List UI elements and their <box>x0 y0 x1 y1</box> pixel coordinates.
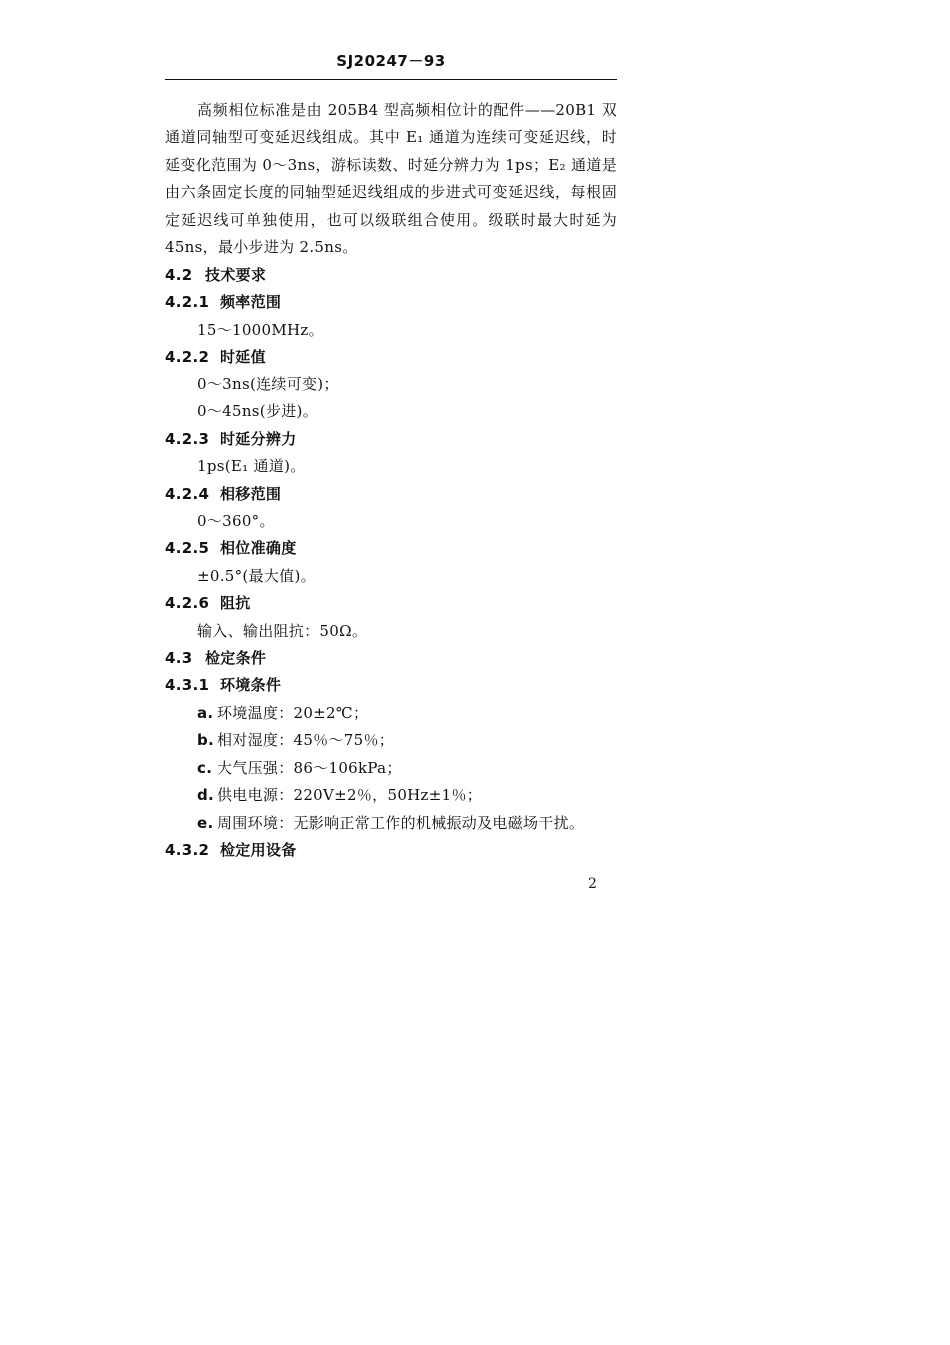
list-item-text: 大气压强：86～106kPa； <box>217 759 402 777</box>
section-title: 阻抗 <box>220 594 251 612</box>
section-title: 时延值 <box>220 348 266 366</box>
section-4-2-2-heading <box>165 346 266 368</box>
section-4-3-heading <box>165 647 266 669</box>
section-4-2-3-heading <box>165 428 297 450</box>
list-item-label: a. <box>197 704 214 722</box>
frequency-range-value: 15～1000MHz。 <box>197 321 324 339</box>
section-title: 环境条件 <box>220 676 282 694</box>
section-title: 时延分辨力 <box>220 430 297 448</box>
section-number: 4.2 <box>165 266 193 284</box>
section-4-3-1-heading <box>165 674 281 696</box>
section-4-2-1-heading <box>165 291 281 313</box>
list-item <box>197 812 584 834</box>
section-title: 相位准确度 <box>220 539 297 557</box>
page-number: 2 <box>588 876 597 892</box>
section-title: 相移范围 <box>220 485 282 503</box>
list-item <box>197 784 482 806</box>
doc-number-header: SJ20247－93 <box>336 52 446 70</box>
section-4-2-heading <box>165 264 266 286</box>
section-4-2-6-heading <box>165 592 251 614</box>
section-number: 4.2.3 <box>165 430 210 448</box>
section-number: 4.3 <box>165 649 193 667</box>
phase-shift-range-value: 0～360°。 <box>197 512 275 530</box>
list-item-text: 环境温度：20±2℃； <box>217 704 369 722</box>
list-item-label: d. <box>197 786 215 804</box>
list-item-text: 周围环境：无影响正常工作的机械振动及电磁场干扰。 <box>217 814 585 832</box>
delay-value-step: 0～45ns(步进)。 <box>197 402 318 420</box>
section-number: 4.2.2 <box>165 348 210 366</box>
list-item-text: 供电电源：220V±2％，50Hz±1％； <box>217 786 483 804</box>
section-4-2-4-heading <box>165 483 281 505</box>
section-number: 4.2.4 <box>165 485 210 503</box>
section-title: 频率范围 <box>220 293 282 311</box>
list-item-label: e. <box>197 814 214 832</box>
section-title: 检定条件 <box>205 649 267 667</box>
section-title: 技术要求 <box>205 266 267 284</box>
delay-resolution-value: 1ps(E₁ 通道)。 <box>197 457 306 475</box>
list-item-label: b. <box>197 731 215 749</box>
section-number: 4.3.2 <box>165 841 210 859</box>
section-title: 检定用设备 <box>220 841 297 859</box>
section-number: 4.3.1 <box>165 676 210 694</box>
impedance-value: 输入、输出阻抗：50Ω。 <box>197 622 368 640</box>
list-item-label: c. <box>197 759 213 777</box>
list-item <box>197 702 368 724</box>
section-4-2-5-heading <box>165 537 297 559</box>
section-number: 4.2.6 <box>165 594 210 612</box>
intro-paragraph: 高频相位标准是由 205B4 型高频相位计的配件——20B1 双通道同轴型可变延迟线组成。其中 E₁ 通道为连续可变延迟线，时延变化范围为 0～3ns，游标读数、时延分辨力为 1ps；E₂ 通道是由六条固定长度的同轴型延迟线组成的步进式可变延迟线，每根固定延迟线可单独使用，也可以级联组合使用。级联时最大时延为 45ns，最小步进为 2.5ns。 <box>165 101 617 257</box>
section-4-3-2-heading <box>165 839 297 861</box>
section-number: 4.2.1 <box>165 293 210 311</box>
list-item-text: 相对湿度：45％～75％； <box>217 731 395 749</box>
delay-value-continuous: 0～3ns(连续可变)； <box>197 375 339 393</box>
header-rule <box>165 79 617 80</box>
section-number: 4.2.5 <box>165 539 210 557</box>
phase-accuracy-value: ±0.5°(最大值)。 <box>197 567 316 585</box>
list-item <box>197 757 402 779</box>
list-item <box>197 729 394 751</box>
